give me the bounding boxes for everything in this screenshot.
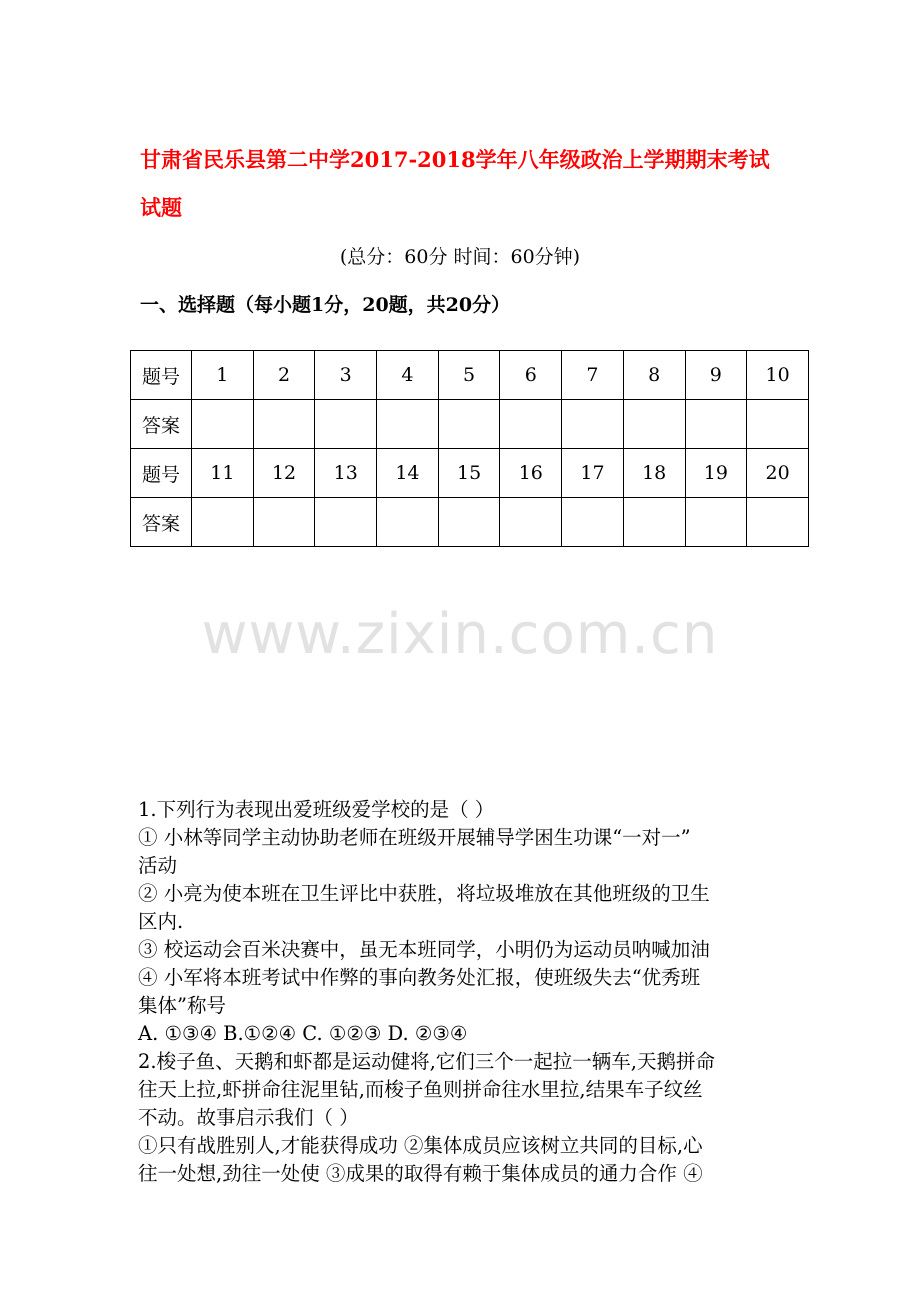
answer-cell[interactable]	[253, 498, 315, 547]
table-row-answers-1	[131, 400, 809, 449]
answer-cell[interactable]	[562, 498, 624, 547]
question-2-options: ①只有战胜别人,才能获得成功 ②集体成员应该树立共同的目标,心	[138, 1134, 703, 1157]
question-1-choices: A. ①③④ B.①②④ C. ①②③ D. ②③④	[138, 1022, 468, 1045]
question-1-option-2: ② 小亮为使本班在卫生评比中获胜，将垃圾堆放在其他班级的卫生	[138, 882, 710, 905]
question-number-cell: 19	[685, 449, 747, 498]
question-number-cell: 17	[562, 449, 624, 498]
answer-cell[interactable]	[623, 498, 685, 547]
question-1-option-1-cont: 活动	[138, 854, 178, 877]
question-number-cell: 15	[438, 449, 500, 498]
answer-cell[interactable]	[438, 400, 500, 449]
question-number-cell: 4	[377, 351, 439, 400]
answer-cell[interactable]	[685, 498, 747, 547]
answer-cell[interactable]	[685, 400, 747, 449]
row-label-number: 题号	[131, 351, 192, 400]
answer-cell[interactable]	[192, 498, 254, 547]
question-2-stem-end: 不动。故事启示我们（ ）	[138, 1106, 359, 1129]
question-1-option-4-cont: 集体”称号	[138, 994, 226, 1017]
document-title-line2: 试题	[140, 195, 182, 220]
answer-cell[interactable]	[500, 498, 562, 547]
question-number-cell: 7	[562, 351, 624, 400]
answer-cell[interactable]	[438, 498, 500, 547]
question-number-cell: 1	[192, 351, 254, 400]
answer-table	[130, 350, 809, 547]
table-row-numbers-2	[131, 449, 809, 498]
row-label-answer: 答案	[131, 400, 192, 449]
question-1-stem: 1.下列行为表现出爱班级爱学校的是（ ）	[138, 798, 495, 821]
question-1-option-4: ④ 小军将本班考试中作弊的事向教务处汇报，使班级失去“优秀班	[138, 966, 701, 989]
answer-cell[interactable]	[377, 400, 439, 449]
question-number-cell: 2	[253, 351, 315, 400]
answer-cell[interactable]	[747, 400, 809, 449]
question-number-cell: 16	[500, 449, 562, 498]
question-number-cell: 3	[315, 351, 377, 400]
question-number-cell: 12	[253, 449, 315, 498]
question-1-option-3: ③ 校运动会百米决赛中，虽无本班同学，小明仍为运动员呐喊加油	[138, 938, 710, 961]
question-number-cell: 5	[438, 351, 500, 400]
answer-cell[interactable]	[623, 400, 685, 449]
question-2-stem: 2.梭子鱼、天鹅和虾都是运动健将,它们三个一起拉一辆车,天鹅拼命	[138, 1050, 716, 1073]
question-1-option-2-cont: 区内.	[138, 910, 184, 933]
table-row-answers-2	[131, 498, 809, 547]
section-heading: 一、选择题（每小题1分，20题，共20分）	[140, 294, 511, 316]
question-number-cell: 13	[315, 449, 377, 498]
answer-cell[interactable]	[562, 400, 624, 449]
question-1-option-1: ① 小林等同学主动协助老师在班级开展辅导学困生功课“一对一”	[138, 826, 691, 849]
answer-cell[interactable]	[500, 400, 562, 449]
answer-cell[interactable]	[253, 400, 315, 449]
question-2-options-cont: 往一处想,劲往一处使 ③成果的取得有赖于集体成员的通力合作 ④	[138, 1162, 703, 1185]
watermark: www.zixin.com.cn	[201, 602, 719, 667]
question-number-cell: 8	[623, 351, 685, 400]
row-label-answer: 答案	[131, 498, 192, 547]
question-number-cell: 18	[623, 449, 685, 498]
answer-cell[interactable]	[192, 400, 254, 449]
question-number-cell: 11	[192, 449, 254, 498]
question-number-cell: 9	[685, 351, 747, 400]
row-label-number: 题号	[131, 449, 192, 498]
answer-cell[interactable]	[315, 498, 377, 547]
table-row-numbers-1	[131, 351, 809, 400]
question-number-cell: 10	[747, 351, 809, 400]
question-number-cell: 6	[500, 351, 562, 400]
answer-cell[interactable]	[315, 400, 377, 449]
answer-cell[interactable]	[377, 498, 439, 547]
document-title-line1: 甘肃省民乐县第二中学2017-2018学年八年级政治上学期期末考试	[140, 147, 770, 172]
answer-cell[interactable]	[747, 498, 809, 547]
question-number-cell: 20	[747, 449, 809, 498]
exam-info: (总分：60分 时间：60分钟)	[339, 246, 581, 268]
question-2-stem-cont: 往天上拉,虾拼命往泥里钻,而梭子鱼则拼命往水里拉,结果车子纹丝	[138, 1078, 703, 1101]
question-number-cell: 14	[377, 449, 439, 498]
